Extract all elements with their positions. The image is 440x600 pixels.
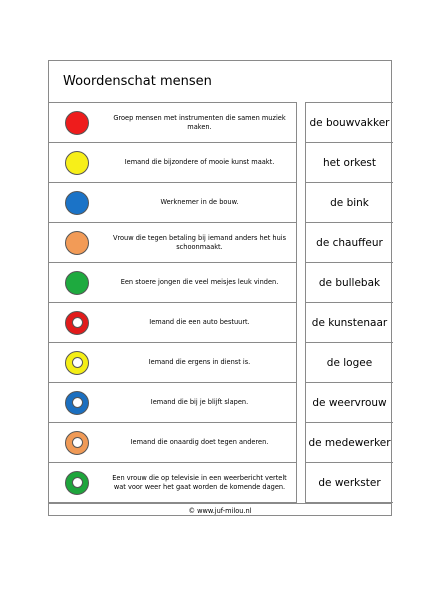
description-row [49, 423, 296, 463]
color-marker-cell [49, 143, 105, 182]
word-card[interactable]: de werkster [318, 476, 381, 489]
description-row [49, 223, 296, 263]
green-circle-icon [65, 271, 89, 295]
color-marker-cell [49, 103, 105, 142]
description-row [49, 103, 296, 143]
word-row [306, 463, 393, 503]
word-card[interactable]: de weervrouw [312, 396, 387, 409]
ring-center [72, 477, 83, 488]
word-row [306, 423, 393, 463]
color-marker-cell [49, 423, 105, 462]
description-row [49, 343, 296, 383]
word-row [306, 183, 393, 223]
word-row [306, 263, 393, 303]
description-text: Een vrouw die op televisie in een weerbericht vertelt wat voor weer het gaat worden de komende dagen. [112, 473, 287, 491]
word-card[interactable]: de kunstenaar [311, 316, 388, 329]
footer-copyright: © www.juf-milou.nl [49, 503, 391, 517]
description-row [49, 303, 296, 343]
word-card[interactable]: de bink [330, 196, 369, 209]
blue-circle-icon [65, 191, 89, 215]
description-text: Groep mensen met instrumenten die samen muziek maken. [113, 113, 286, 131]
color-marker-cell [49, 263, 105, 302]
description-row [49, 183, 296, 223]
ring-center [72, 317, 83, 328]
word-table [305, 102, 393, 503]
orange-ring-icon [65, 431, 89, 455]
word-row [306, 143, 393, 183]
ring-center [72, 397, 83, 408]
word-row [306, 303, 393, 343]
description-text: Werknemer in de bouw. [160, 198, 239, 206]
worksheet [48, 60, 392, 516]
word-card[interactable]: de bullebak [318, 276, 381, 289]
orange-circle-icon [65, 231, 89, 255]
description-text: Vrouw die tegen betaling bij iemand anders het huis schoonmaakt. [112, 233, 287, 251]
red-ring-icon [65, 311, 89, 335]
description-text: Iemand die een auto bestuurt. [149, 318, 250, 326]
color-marker-cell [49, 343, 105, 382]
yellow-circle-icon [65, 151, 89, 175]
word-row [306, 383, 393, 423]
description-row [49, 463, 296, 503]
description-text: Iemand die bijzondere of mooie kunst maakt. [124, 158, 275, 166]
word-row [306, 223, 393, 263]
word-row [306, 343, 393, 383]
blue-ring-icon [65, 391, 89, 415]
red-circle-icon [65, 111, 89, 135]
description-text: Iemand die ergens in dienst is. [148, 358, 251, 366]
description-row [49, 143, 296, 183]
green-ring-icon [65, 471, 89, 495]
description-text: Iemand die bij je blijft slapen. [150, 398, 249, 406]
page-title: Woordenschat mensen [63, 74, 212, 89]
description-text: Een stoere jongen die veel meisjes leuk vinden. [120, 278, 279, 286]
word-card[interactable]: de logee [326, 356, 373, 369]
word-card[interactable]: de chauffeur [316, 236, 383, 249]
color-marker-cell [49, 383, 105, 422]
description-row [49, 263, 296, 303]
color-marker-cell [49, 183, 105, 222]
word-card[interactable]: de medewerker [308, 436, 391, 449]
color-marker-cell [49, 223, 105, 262]
description-table [49, 102, 297, 503]
word-card[interactable]: de bouwvakker [309, 116, 390, 129]
word-card[interactable]: het orkest [322, 156, 377, 169]
color-marker-cell [49, 463, 105, 502]
word-row [306, 103, 393, 143]
yellow-ring-icon [65, 351, 89, 375]
color-marker-cell [49, 303, 105, 342]
ring-center [72, 357, 83, 368]
description-text: Iemand die onaardig doet tegen anderen. [130, 438, 269, 446]
ring-center [72, 437, 83, 448]
description-row [49, 383, 296, 423]
